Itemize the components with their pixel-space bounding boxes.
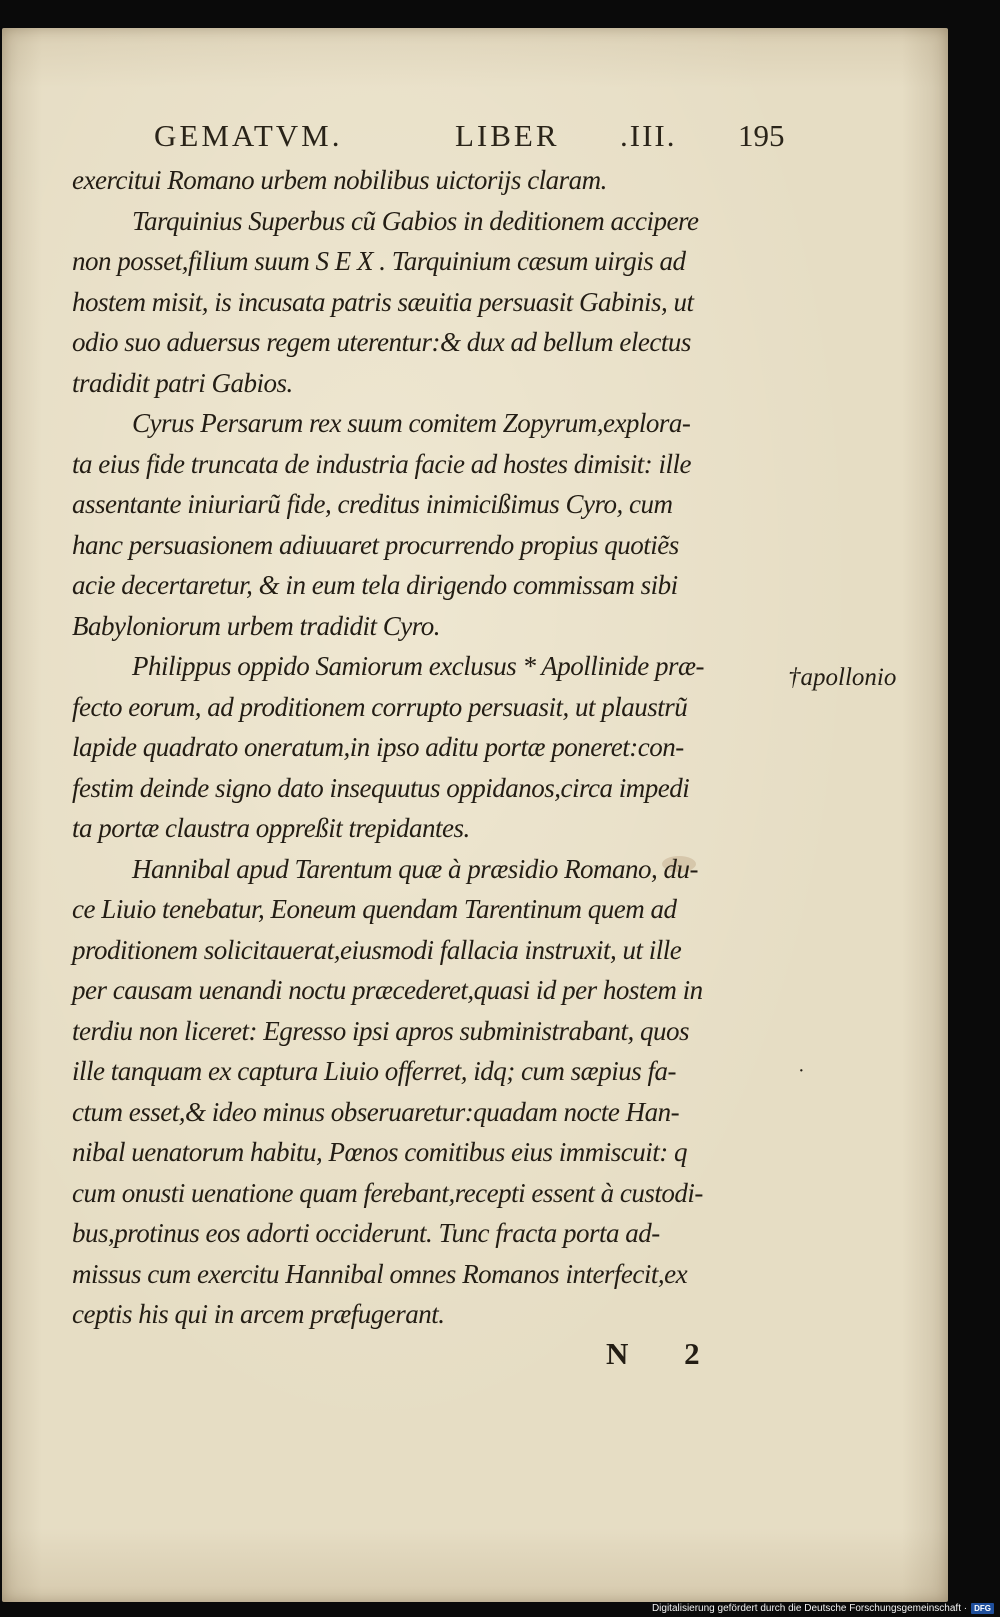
signature-mark: N 2 (606, 1336, 724, 1371)
text-line: Babyloniorum urbem tradidit Cyro. (72, 610, 440, 641)
liber-label: LIBER (455, 118, 560, 153)
text-line: fecto eorum, ad proditionem corrupto persuasit, ut plaustrũ (72, 691, 688, 722)
text-line: ille tanquam ex captura Liuio offerret, idq; cum sæpius fa- (72, 1056, 676, 1086)
footer-credit: Digitalisierung gefördert durch die Deutsche Forschungsgemeinschaft · (651, 1603, 968, 1614)
running-header (150, 118, 790, 158)
text-line: missus cum exercitu Hannibal omnes Romanos interfecit,ex (72, 1258, 688, 1289)
text-line: tradidit patri Gabios. (72, 367, 293, 398)
text-line: non posset,filium suum S E X . Tarquinium cæsum uirgis ad (72, 246, 686, 276)
text-line: bus,protinus eos adorti occiderunt. Tunc fracta porta ad- (72, 1218, 660, 1248)
margin-note: †apollonio (788, 664, 897, 691)
text-line: terdiu non liceret: Egresso ipsi apros subministrabant, quos (72, 1015, 689, 1046)
text-line: hanc persuasionem adiuuaret procurrendo propius quotiẽs (72, 529, 679, 560)
text-line: per causam uenandi noctu præcederet,quasi id per hostem in (72, 975, 703, 1005)
text-line: Cyrus Persarum rex suum comitem Zopyrum,explora- (132, 408, 691, 438)
text-line: festim deinde signo dato insequutus oppidanos,circa impedi (72, 772, 690, 803)
text-line: cum onusti uenatione quam ferebant,recepti essent à custodi- (72, 1177, 703, 1208)
text-line: Philippus oppido Samiorum exclusus * Apollinide præ- (132, 651, 704, 681)
text-line: odio suo aduersus regem uterentur:& dux ad bellum electus (72, 327, 691, 357)
text-line: Hannibal apud Tarentum quæ à præsidio Romano, du- (132, 853, 699, 884)
text-line: ce Liuio tenebatur, Eoneum quendam Tarentinum quem ad (72, 894, 677, 924)
text-line: assentante iniuriarũ fide, creditus inimicißimus Cyro, cum (72, 489, 673, 519)
body-text (72, 160, 792, 1335)
text-line: acie decertaretur, & in eum tela dirigendo commissam sibi (72, 570, 678, 600)
text-line: nibal uenatorum habitu, Pœnos comitibus eius immiscuit: q (72, 1137, 687, 1167)
text-line: exercitui Romano urbem nobilibus uictorijs claram. (72, 165, 607, 195)
running-title: GEMATVM. (154, 118, 343, 153)
text-line: ta eius fide truncata de industria facie ad hostes dimisit: ille (72, 448, 691, 479)
footer (652, 1603, 994, 1614)
text-line: ta portæ claustra oppreßit trepidantes. (72, 813, 470, 843)
margin-dot: · (798, 1060, 805, 1082)
dfg-logo-icon: DFG (971, 1603, 994, 1614)
text-line: hostem misit, is incusata patris sæuitia persuasit Gabinis, ut (72, 286, 694, 317)
book-number: .III. (620, 118, 677, 153)
text-line: ctum esset,& ideo minus obseruaretur:quadam nocte Han- (72, 1096, 680, 1127)
text-line: proditionem solicitauerat,eiusmodi fallacia instruxit, ut ille (72, 934, 682, 965)
text-line: lapide quadrato oneratum,in ipso aditu portæ poneret:con- (72, 732, 684, 762)
text-line: Tarquinius Superbus cũ Gabios in deditionem accipere (132, 205, 699, 236)
text-line: ceptis his qui in arcem præfugerant. (72, 1299, 445, 1329)
page-number: 195 (738, 118, 785, 153)
